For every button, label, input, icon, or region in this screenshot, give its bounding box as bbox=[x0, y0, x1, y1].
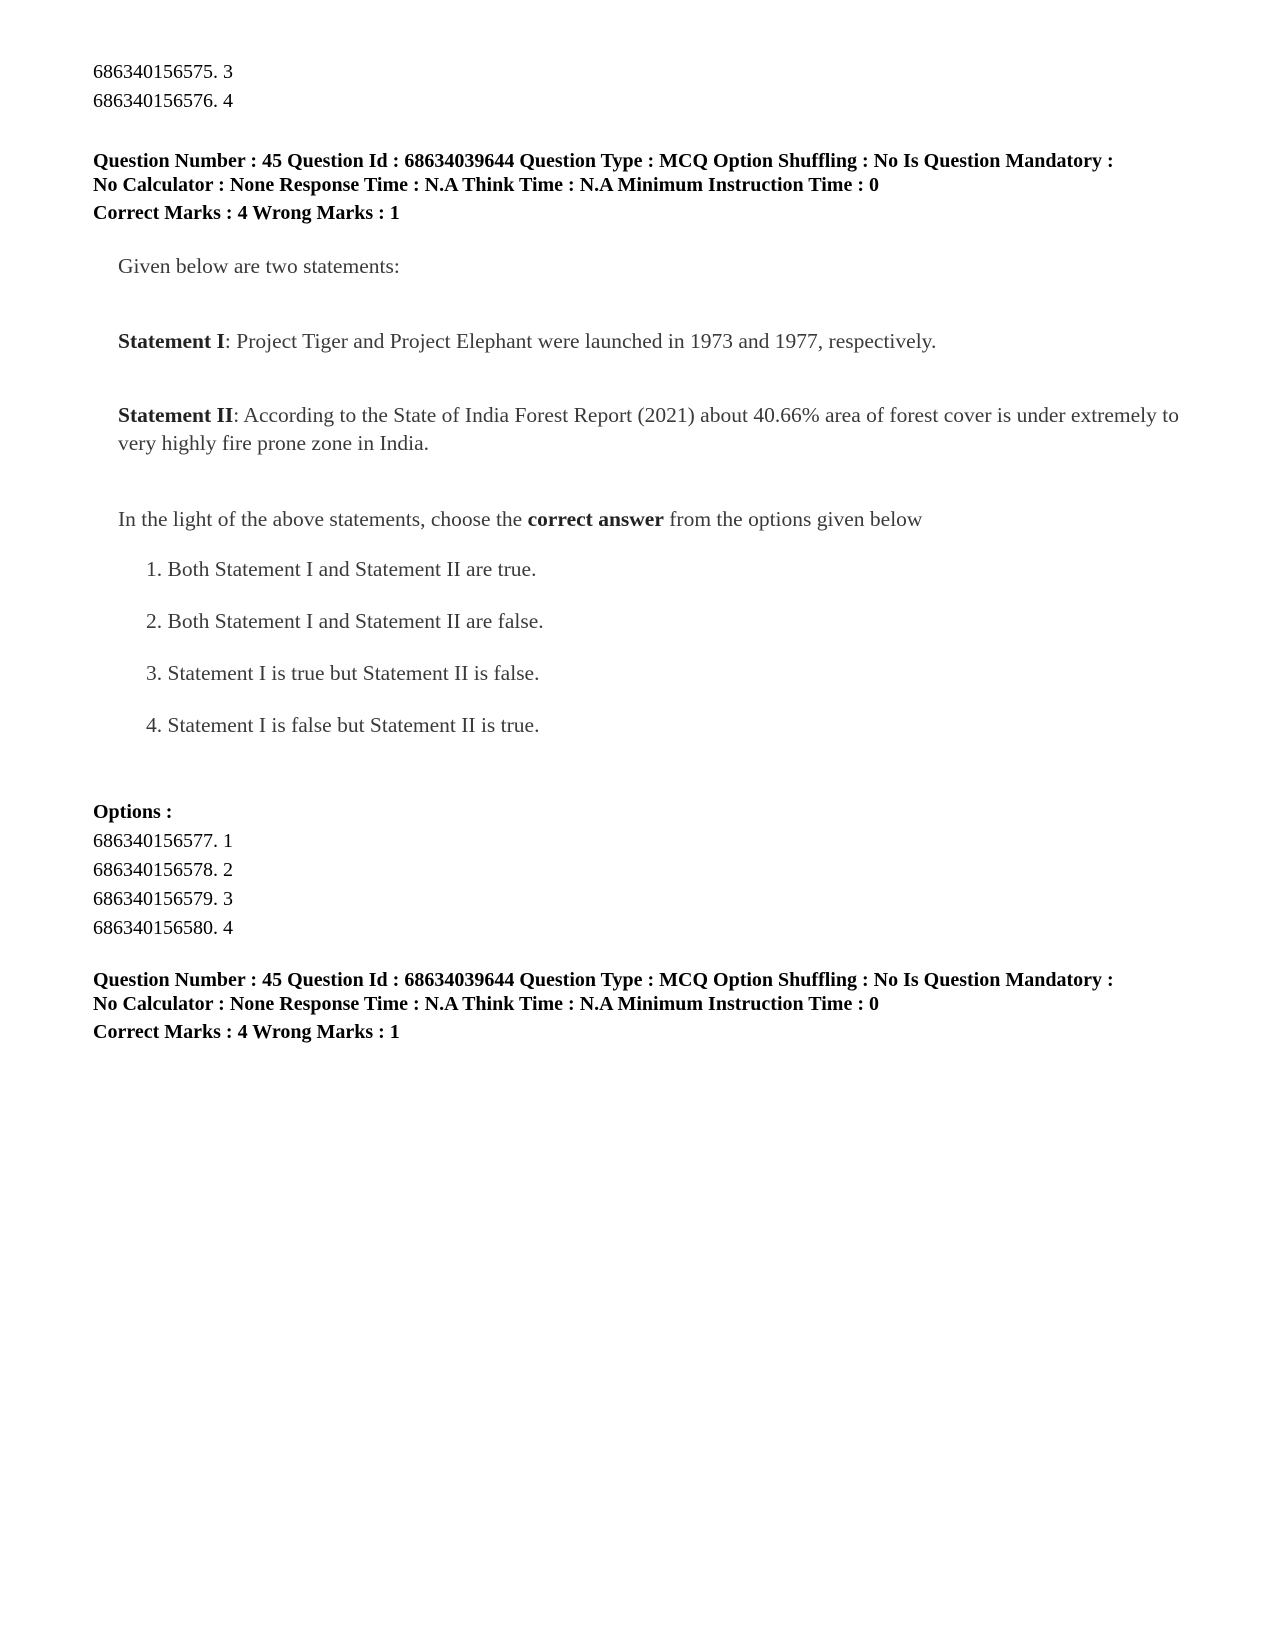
option-line: 686340156575. 3 bbox=[93, 61, 233, 83]
option-value: 4 bbox=[223, 90, 233, 112]
option-value: 4 bbox=[223, 917, 233, 939]
choice-3: 3. Statement I is true but Statement II is false. bbox=[146, 661, 540, 685]
choice-2: 2. Both Statement I and Statement II are false. bbox=[146, 609, 544, 633]
instruction-pre: In the light of the above statements, choose the bbox=[118, 507, 528, 531]
option-line: 686340156580. 4 bbox=[93, 917, 233, 939]
question-header-line-2: No Calculator : None Response Time : N.A Think Time : N.A Minimum Instruction Time : 0 bbox=[93, 174, 879, 196]
option-value: 3 bbox=[223, 888, 233, 910]
statement-2-text: : According to the State of India Forest Report (2021) about 40.66% area of forest cover is under extremely to very highly fire prone zone in India. bbox=[118, 403, 1179, 455]
question-header-line-1: Question Number : 45 Question Id : 68634039644 Question Type : MCQ Option Shuffling : No Is Question Mandatory : bbox=[93, 150, 1114, 172]
option-line: 686340156577. 1 bbox=[93, 830, 233, 852]
instruction-post: from the options given below bbox=[663, 507, 923, 531]
question-marks: Correct Marks : 4 Wrong Marks : 1 bbox=[93, 202, 400, 224]
statement-1-label: Statement I bbox=[118, 329, 225, 353]
question-header-2 bbox=[93, 968, 1213, 1044]
option-line: 686340156578. 2 bbox=[93, 859, 233, 881]
option-id: 686340156576 bbox=[93, 90, 213, 112]
question-instruction bbox=[118, 505, 1208, 533]
option-line: 686340156579. 3 bbox=[93, 888, 233, 910]
choice-1: 1. Both Statement I and Statement II are true. bbox=[146, 557, 537, 581]
statement-2-label: Statement II bbox=[118, 403, 234, 427]
instruction-bold: correct answer bbox=[527, 507, 664, 531]
question-header bbox=[93, 149, 1213, 225]
question-intro: Given below are two statements: bbox=[118, 254, 400, 278]
option-id: 686340156577 bbox=[93, 830, 213, 852]
option-value: 1 bbox=[223, 830, 233, 852]
option-id: 686340156579 bbox=[93, 888, 213, 910]
previous-options-list bbox=[93, 58, 693, 116]
option-id: 686340156578 bbox=[93, 859, 213, 881]
statement-1-text: : Project Tiger and Project Elephant were launched in 1973 and 1977, respectively. bbox=[224, 329, 937, 353]
statement-2 bbox=[118, 401, 1208, 457]
option-value: 2 bbox=[223, 859, 233, 881]
question-body bbox=[93, 252, 1213, 782]
options-label: Options : bbox=[93, 801, 173, 823]
option-line: 686340156576. 4 bbox=[93, 90, 233, 112]
option-id: 686340156575 bbox=[93, 61, 213, 83]
question-header-line-1: Question Number : 45 Question Id : 68634039644 Question Type : MCQ Option Shuffling : No Is Question Mandatory : bbox=[93, 969, 1114, 991]
choice-4: 4. Statement I is false but Statement II is true. bbox=[146, 713, 540, 737]
question-marks: Correct Marks : 4 Wrong Marks : 1 bbox=[93, 1021, 400, 1043]
option-value: 3 bbox=[223, 61, 233, 83]
option-id: 686340156580 bbox=[93, 917, 213, 939]
statement-1 bbox=[118, 327, 1208, 355]
options-list bbox=[93, 798, 693, 943]
question-header-line-2: No Calculator : None Response Time : N.A Think Time : N.A Minimum Instruction Time : 0 bbox=[93, 993, 879, 1015]
